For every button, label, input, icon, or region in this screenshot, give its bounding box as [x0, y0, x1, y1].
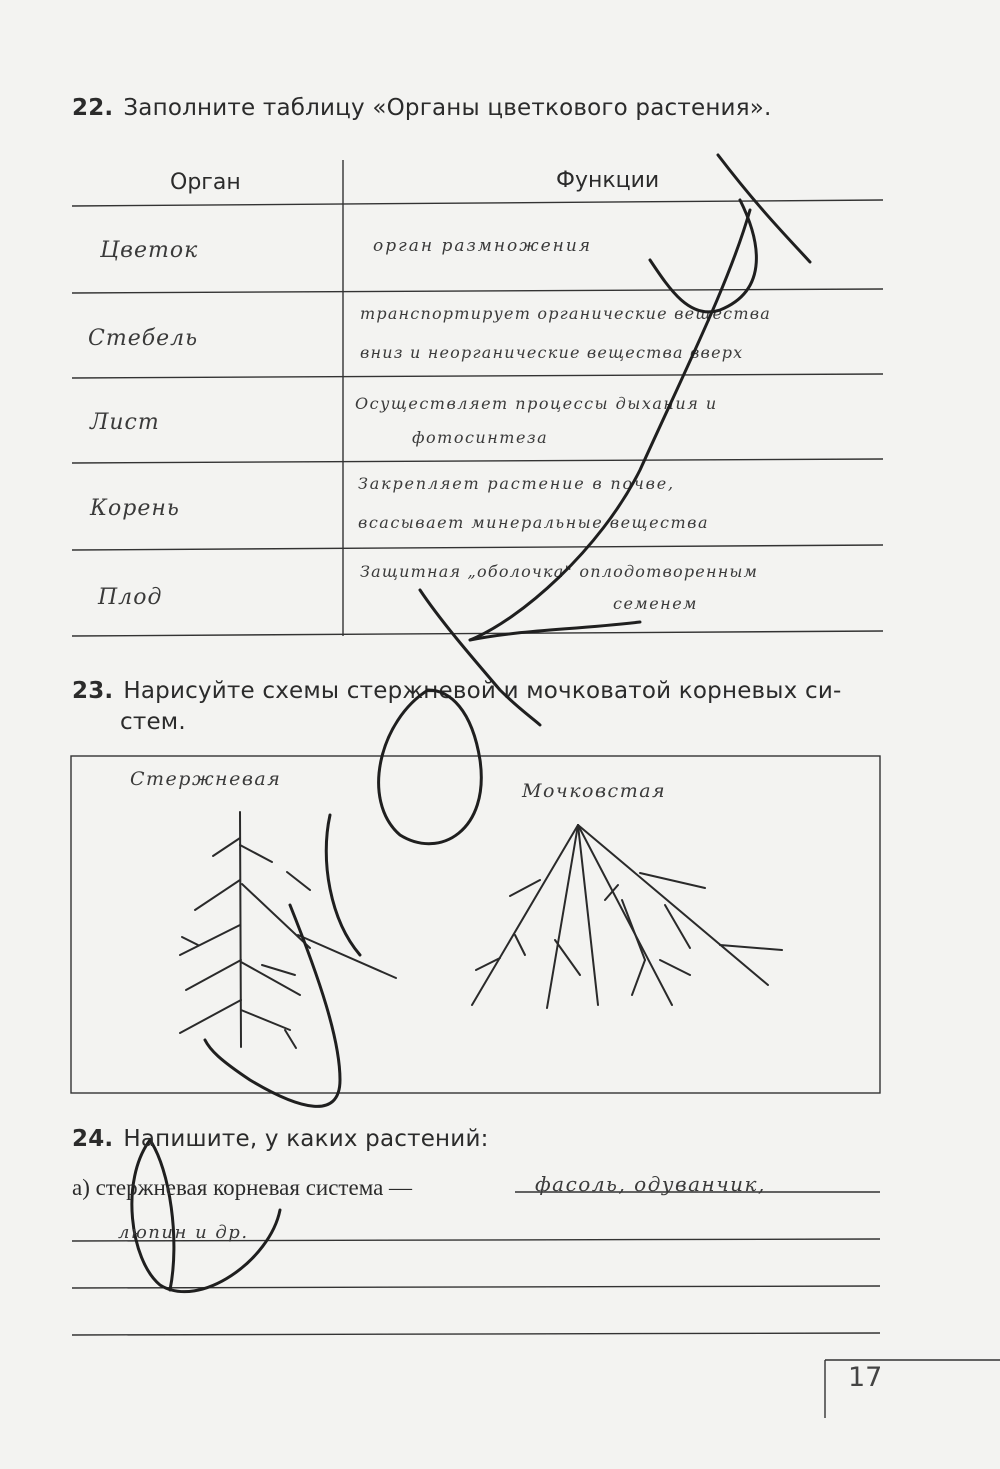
teacher-check-marks — [132, 155, 810, 1292]
column-header-organ: Орган — [170, 170, 241, 195]
task-24-number: 24. — [72, 1126, 114, 1152]
organ-cell: Корень — [90, 496, 180, 521]
column-header-functions: Функции — [556, 168, 660, 193]
task-24-text: Напишите, у каких растений: — [123, 1126, 489, 1152]
organ-cell: Лист — [90, 410, 160, 435]
function-cell: Закрепляет растение в почве, — [358, 474, 675, 493]
task-23-text-line2: стем. — [120, 709, 186, 735]
function-cell: транспортирует органические вещества — [360, 304, 771, 323]
function-cell: орган размножения — [373, 236, 593, 256]
task-22-text: Заполните таблицу «Органы цветкового растения». — [123, 95, 772, 121]
task-24-answer-a: фасоль, одуванчик, — [535, 1172, 766, 1196]
organ-cell: Цветок — [100, 238, 199, 263]
function-cell-line2: вниз и неорганические вещества вверх — [360, 343, 744, 362]
function-cell-line2: фотосинтеза — [412, 428, 549, 447]
organ-cell: Плод — [98, 585, 163, 610]
function-cell-line2: всасывает минеральные вещества — [358, 513, 710, 532]
task-22-number: 22. — [72, 95, 114, 121]
task-23-text: Нарисуйте схемы стержневой и мочковатой корневых си- — [123, 678, 842, 704]
fibrous-root-drawing — [472, 825, 782, 1008]
task-23-number: 23. — [72, 678, 114, 704]
taproot-drawing — [180, 812, 396, 1048]
function-cell: Защитная „оболочка" оплодотворенным — [360, 562, 759, 581]
task-24-line-a-prompt: а) стержневая корневая система — — [72, 1175, 413, 1200]
fibrous-label: Мочковстая — [522, 780, 667, 802]
function-cell-line2: семенем — [613, 594, 698, 613]
function-cell: Осуществляет процессы дыхания и — [355, 394, 718, 413]
page-number: 17 — [848, 1362, 883, 1393]
taproot-label: Стержневая — [130, 768, 282, 790]
task-24-title — [72, 1126, 489, 1152]
organ-cell: Стебель — [88, 326, 199, 351]
task-24-answer-a-cont: люпин и др. — [118, 1222, 249, 1243]
